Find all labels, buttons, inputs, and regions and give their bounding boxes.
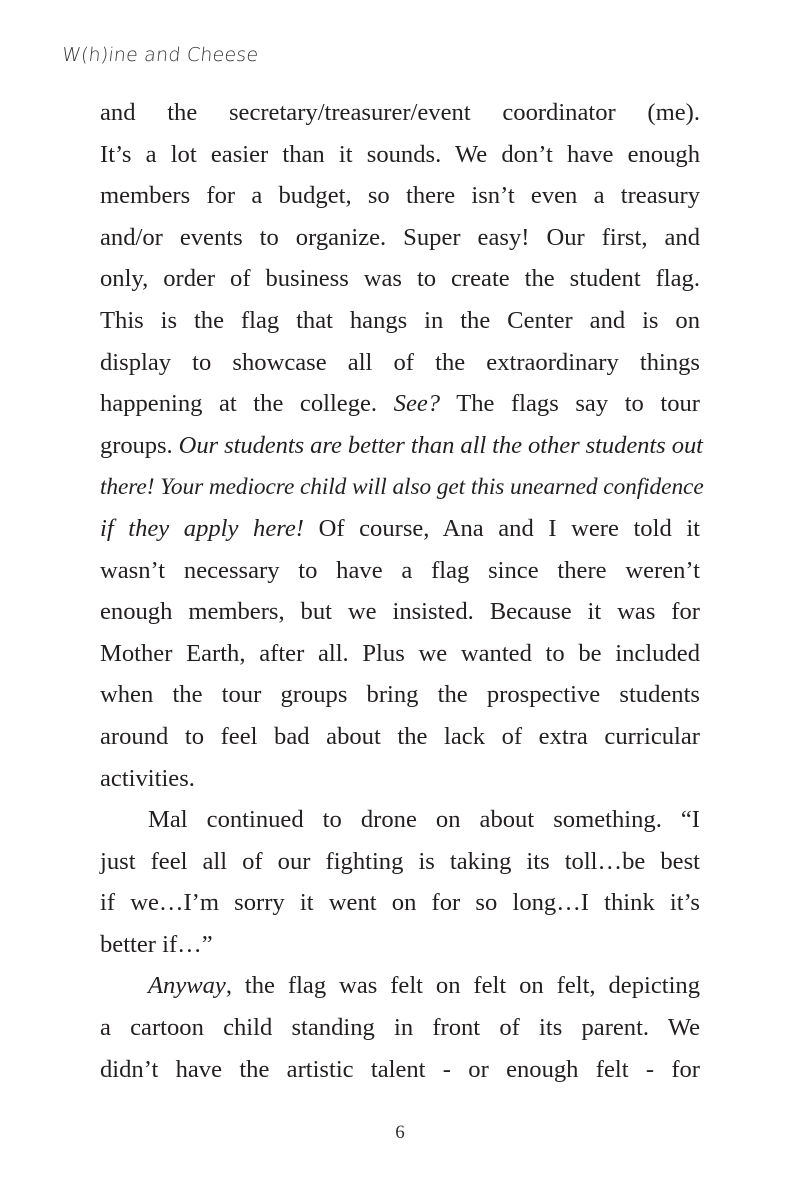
text-line: and/or events to organize. Super easy! Our first, and (100, 223, 700, 251)
italic-text: Our students are better than all the other students out (178, 431, 703, 459)
text-line: and the secretary/treasurer/event coordinator (me). (100, 99, 700, 126)
text-line: there! Your mediocre child will also get this unearned confidence (100, 474, 704, 501)
text-line: activities. (100, 764, 195, 792)
text-line: just feel all of our fighting is taking its toll…be best (100, 847, 700, 875)
text-line: better if…” (100, 930, 213, 958)
body-text (100, 92, 704, 1090)
text-line: if we…I’m sorry it went on for so long…I think it’s (100, 889, 700, 917)
running-header-title: W(h)ine and Cheese (60, 44, 260, 66)
page-number: 6 (395, 1122, 405, 1143)
italic-text: Anyway (148, 972, 226, 1000)
text-line: It’s a lot easier than it sounds. We don’t have enough (100, 140, 700, 168)
italic-text: See? (393, 390, 441, 418)
text-line: around to feel bad about the lack of extra curricular (100, 722, 700, 750)
text-line: when the tour groups bring the prospective students (100, 681, 700, 709)
text-line: Mal continued to drone on about something. “I (148, 806, 700, 834)
text-line: Anyway, the flag was felt on felt on felt, depicting (148, 972, 700, 1000)
text-line: happening at the college. See? The flags say to tour (100, 390, 700, 418)
text-line: a cartoon child standing in front of its parent. We (100, 1014, 700, 1042)
text-line: didn’t have the artistic talent - or enough felt - for (100, 1055, 700, 1083)
text-line: wasn’t necessary to have a flag since there weren’t (100, 556, 700, 584)
italic-text: if they apply here! (100, 514, 304, 542)
text-line: if they apply here! Of course, Ana and I were told it (100, 514, 700, 542)
text-line: members for a budget, so there isn’t even a treasury (100, 182, 700, 210)
text-line: enough members, but we insisted. Because it was for (100, 598, 700, 626)
text-line: display to showcase all of the extraordinary things (100, 348, 700, 376)
text-line: Mother Earth, after all. Plus we wanted to be included (100, 639, 700, 667)
text-line: This is the flag that hangs in the Center and is on (100, 306, 700, 334)
text-line: groups. Our students are better than all the other students out (100, 431, 703, 459)
text-line: only, order of business was to create the student flag. (100, 265, 700, 293)
